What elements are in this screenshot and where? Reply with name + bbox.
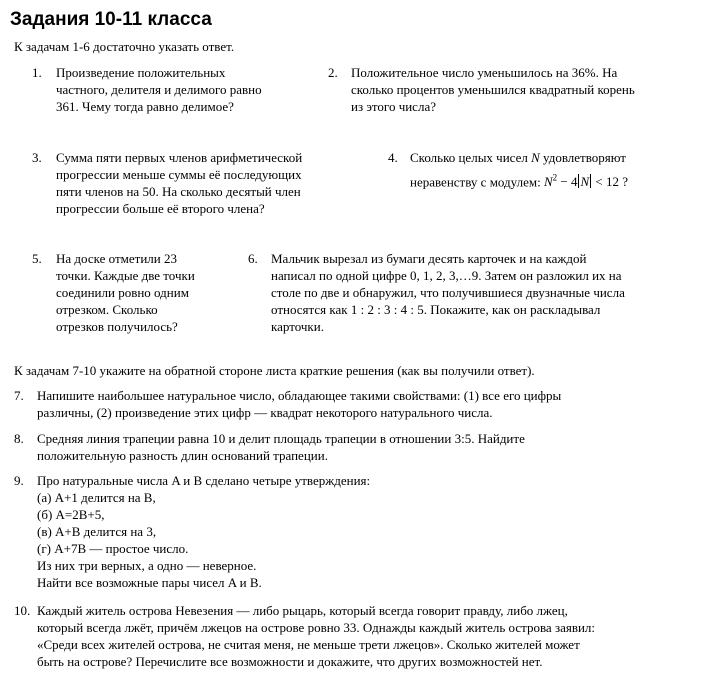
problem-4-text	[410, 149, 628, 190]
problem-6-text	[271, 250, 625, 335]
problem-7-text	[37, 387, 561, 421]
problem-3-number: 3.	[32, 150, 42, 165]
problem-5-line: На доске отметили 23	[56, 251, 177, 266]
problem-8-line: положительную разность длин оснований трапеции.	[37, 448, 328, 463]
problem-8-text	[37, 430, 525, 464]
problem-9-line: (в) A+B делится на 3,	[37, 524, 157, 539]
page-title: Задания 10-11 класса	[10, 9, 212, 30]
problem-8-number: 8.	[14, 431, 24, 446]
problem-6-line: Мальчик вырезал из бумаги десять карточек и на каждой	[271, 251, 587, 266]
problem-10-line: Каждый житель острова Невезения — либо рыцарь, который всегда говорит правду, либо лжец,	[37, 603, 568, 618]
problem-4-number: 4.	[388, 150, 398, 165]
problem-10-number: 10.	[14, 603, 31, 618]
problem-8-line: Средняя линия трапеции равна 10 и делит площадь трапеции в отношении 3:5. Найдите	[37, 431, 525, 446]
problem-1-line: частного, делителя и делимого равно	[56, 82, 262, 97]
problem-2-line: из этого числа?	[351, 99, 436, 114]
problem-2-text	[351, 64, 635, 115]
problem-5-line: отрезков получилось?	[56, 319, 178, 334]
problem-2-line: сколько процентов уменьшился квадратный корень	[351, 82, 635, 97]
problem-9-line: Найти все возможные пары чисел A и B.	[37, 575, 262, 590]
problem-9-line: (а) A+1 делится на B,	[37, 490, 156, 505]
problem-6-number: 6.	[248, 251, 258, 266]
intro-short-answer: К задачам 1-6 достаточно указать ответ.	[14, 39, 235, 54]
problem-1-text	[56, 64, 262, 115]
problem-3-line: прогрессии меньше суммы её последующих	[56, 167, 302, 182]
problem-3-line: прогрессии больше её второго члена?	[56, 201, 265, 216]
problem-7-line: различны, (2) произведение этих цифр — квадрат некоторого натурального числа.	[37, 405, 493, 420]
problem-10-line: «Среди всех жителей острова, не считая меня, не меньше трети лжецов». Сколько жителей может	[37, 637, 580, 652]
problem-2-number: 2.	[328, 65, 338, 80]
problem-9-number: 9.	[14, 473, 24, 488]
problem-6-line: карточки.	[271, 319, 324, 334]
problem-10-line: который всегда лжёт, причём лжецов на острове ровно 33. Однажды каждый житель острова заявил:	[37, 620, 596, 635]
problem-5-text	[56, 250, 195, 335]
problem-5-line: отрезком. Сколько	[56, 302, 158, 317]
problem-5-number: 5.	[32, 251, 42, 266]
problem-10-line: быть на острове? Перечислите все возможности и докажите, что других возможностей нет.	[37, 654, 543, 669]
problem-9-line: (б) A=2B+5,	[37, 507, 105, 522]
problem-6-line: столе по две и обнаружил, что получившиеся двузначные числа	[271, 285, 625, 300]
problem-9-line: Из них три верных, а одно — неверное.	[37, 558, 257, 573]
problem-1-line: 361. Чему тогда равно делимое?	[56, 99, 234, 114]
problem-9-text	[37, 472, 370, 591]
problem-6-line: написал по одной цифре 0, 1, 2, 3,…9. Затем он разложил их на	[271, 268, 622, 283]
problem-4-line-1: Сколько целых чисел N удовлетворяют	[410, 150, 626, 165]
problem-1-number: 1.	[32, 65, 42, 80]
problem-6-line: относятся как 1 : 2 : 3 : 4 : 5. Покажите, как он раскладывал	[271, 302, 601, 317]
problem-10-text	[37, 602, 595, 670]
problem-2-line: Положительное число уменьшилось на 36%. На	[351, 65, 618, 80]
problem-9-line: (г) A+7B — простое число.	[37, 541, 189, 556]
problem-3-text	[56, 149, 302, 217]
problem-7-line: Напишите наибольшее натуральное число, обладающее такими свойствами: (1) все его цифры	[37, 388, 562, 403]
problem-7-number: 7.	[14, 388, 24, 403]
problem-5-line: точки. Каждые две точки	[56, 268, 195, 283]
problem-3-line: пяти членов на 50. На сколько десятый член	[56, 184, 301, 199]
inequality-formula: $N^2 - 4$ N < 12 ?	[543, 173, 628, 190]
problem-3-line: Сумма пяти первых членов арифметической	[56, 150, 303, 165]
problem-4-line-2: неравенству с модулем: $N^2 - 4$ N < 12 ?	[410, 173, 628, 190]
problem-1-line: Произведение положительных	[56, 65, 226, 80]
intro-solutions: К задачам 7-10 укажите на обратной стороне листа краткие решения (как вы получили ответ).	[14, 363, 535, 378]
problem-9-line: Про натуральные числа A и B сделано четыре утверждения:	[37, 473, 371, 488]
problem-5-line: соединили ровно одним	[56, 285, 189, 300]
